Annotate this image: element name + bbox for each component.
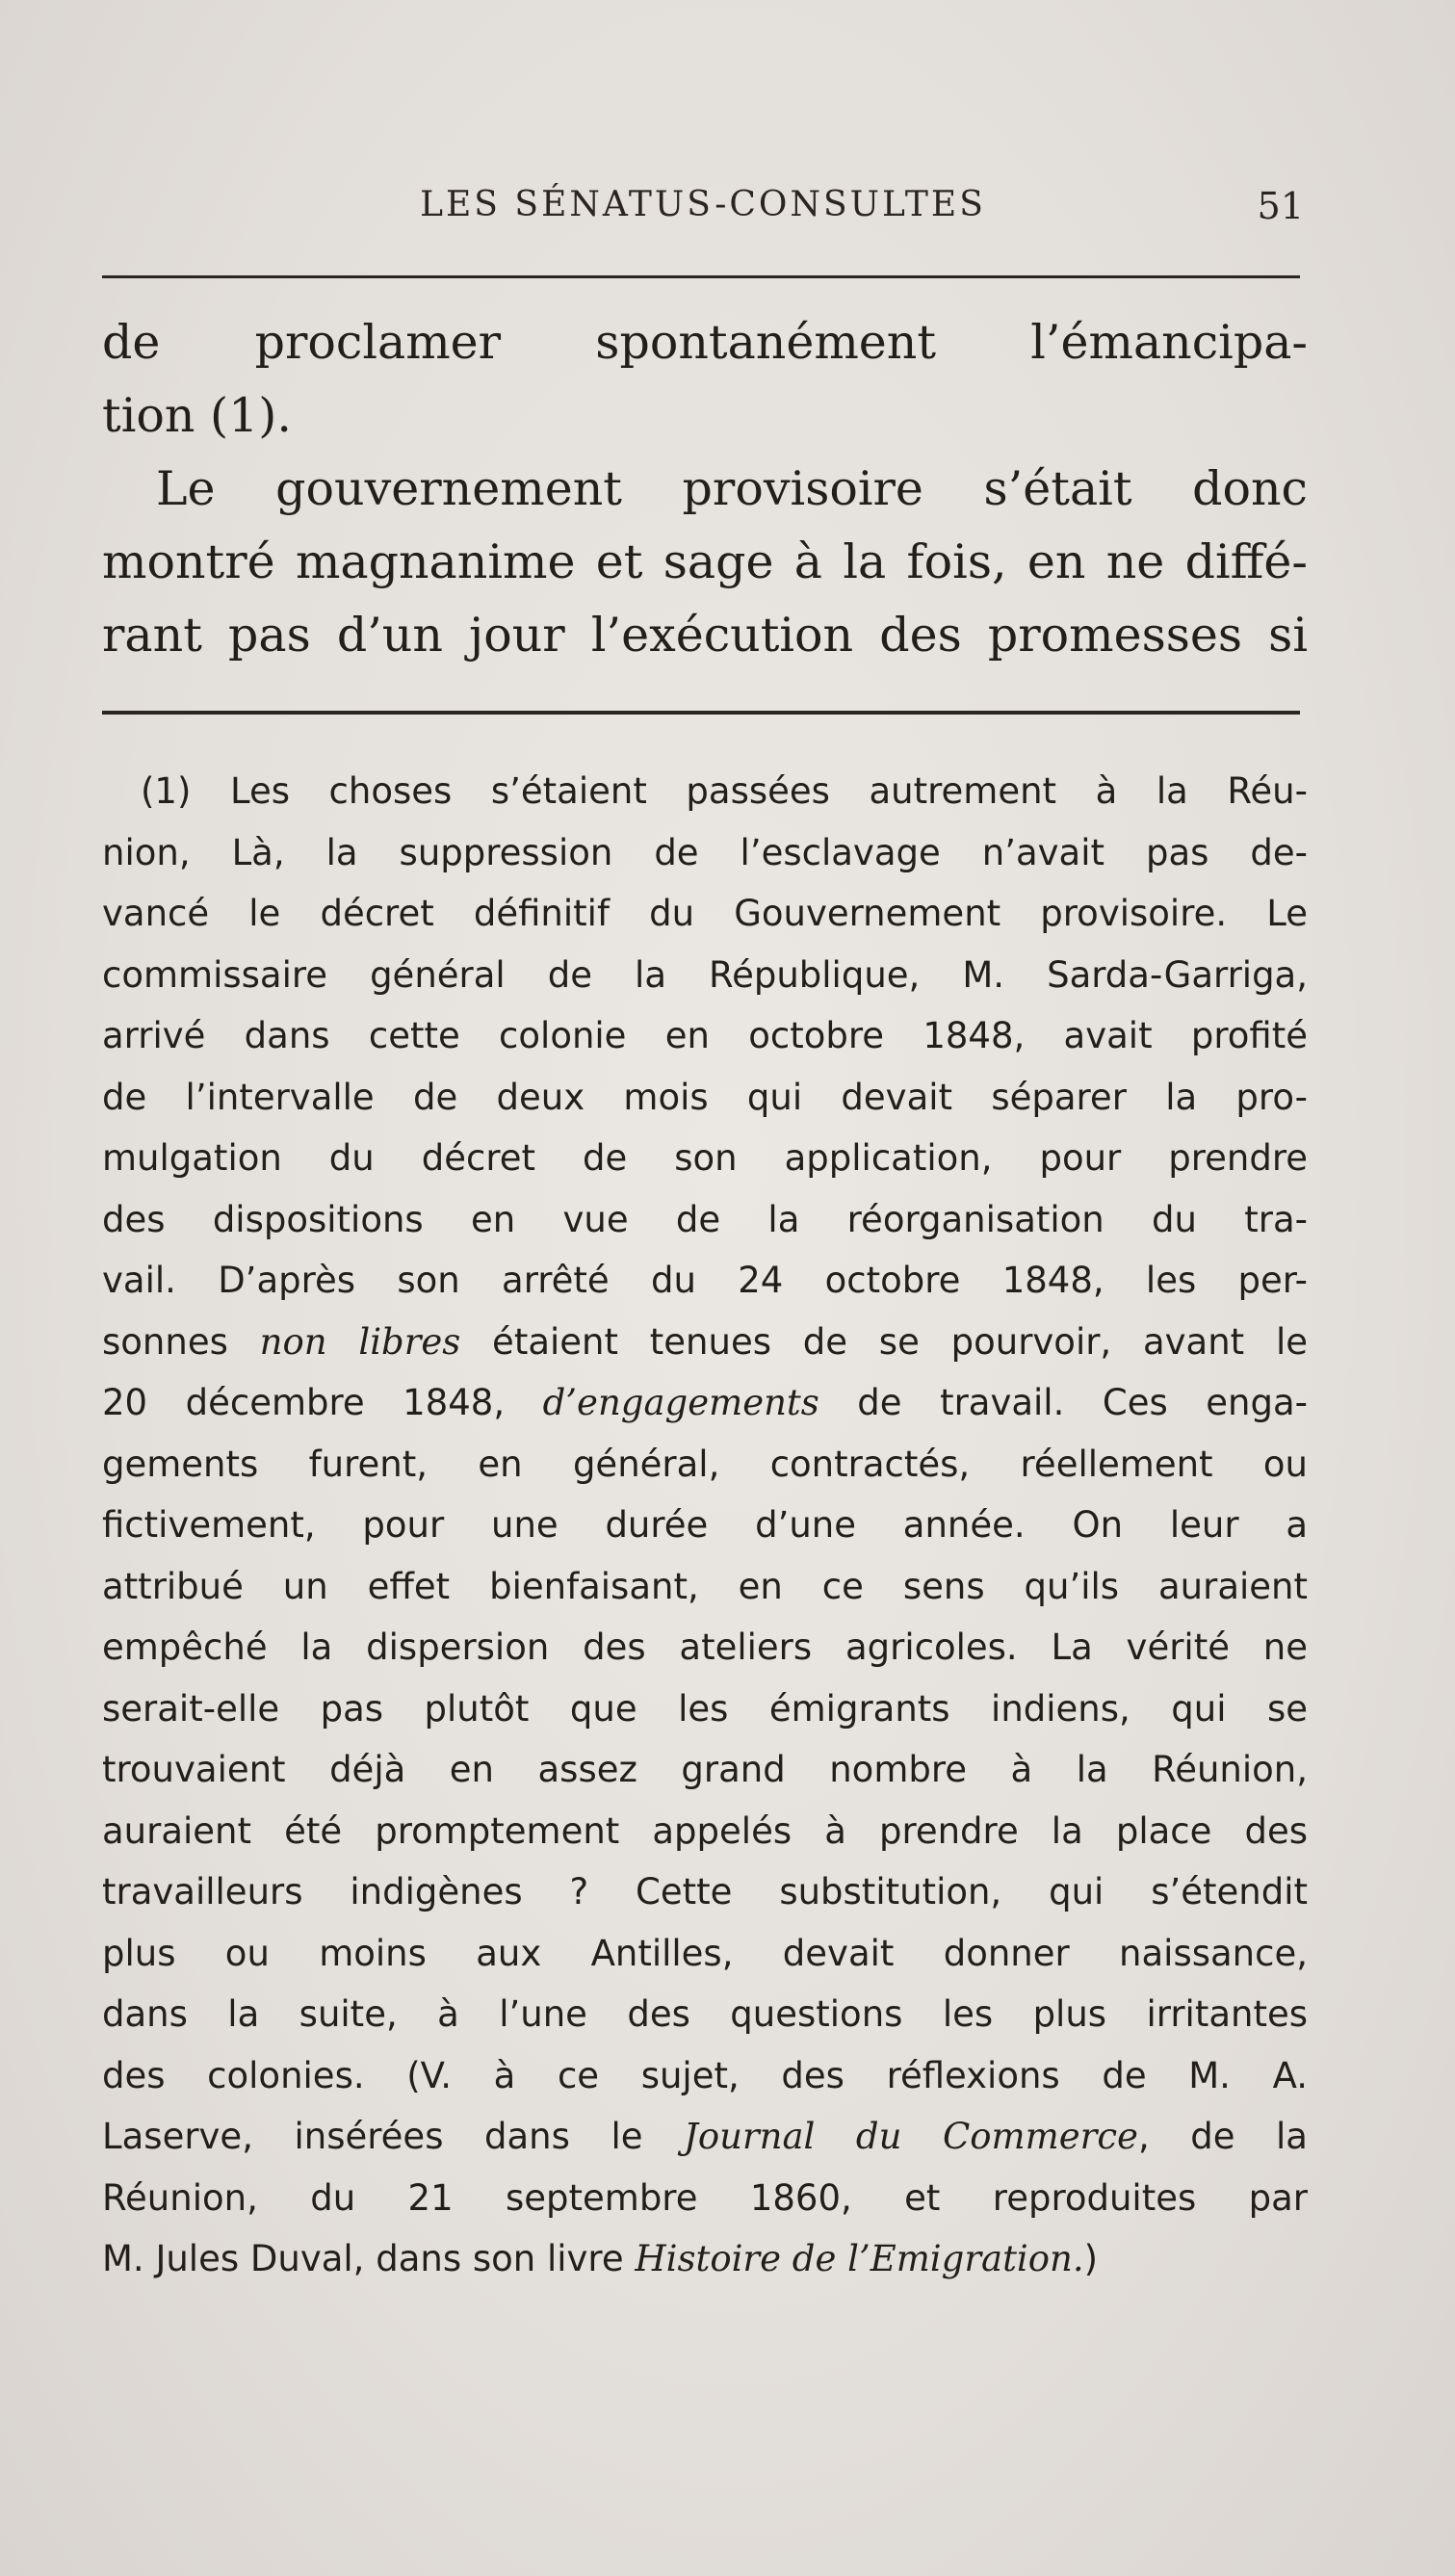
footnote-line: fictivement, pour une durée d’une année. On leur a: [102, 1504, 1308, 1546]
footnote-line: empêché la dispersion des ateliers agricoles. La vérité ne: [102, 1626, 1308, 1668]
footnote-line: (1) Les choses s’étaient passées autrement à la Réu-: [141, 770, 1308, 812]
footnote-line: Réunion, du 21 septembre 1860, et reproduites par: [102, 2176, 1308, 2219]
footnote-line: dans la suite, à l’une des questions les plus irritantes: [102, 1993, 1308, 2035]
footnote-line: de l’intervalle de deux mois qui devait séparer la pro-: [102, 1076, 1308, 1118]
footnote-line: gements furent, en général, contractés, réellement ou: [102, 1443, 1308, 1485]
body-line: montré magnanime et sage à la fois, en ne diffé-: [102, 534, 1308, 589]
footnote: [102, 761, 1308, 2290]
footnote-line: trouvaient déjà en assez grand nombre à la Réunion,: [102, 1749, 1308, 1790]
footnote-line: attribué un effet bienfaisant, en ce sens qu’ils auraient: [102, 1565, 1308, 1607]
book-title: Histoire de l’Emigration.: [635, 2238, 1084, 2279]
body-text: [102, 306, 1308, 672]
footnote-line: arrivé dans cette colonie en octobre 1848, avait profité: [102, 1015, 1308, 1056]
header-rule: [102, 275, 1300, 278]
footnote-line: Laserve, insérées dans le Journal du Commerce, de la: [102, 2116, 1308, 2157]
footnote-line: mulgation du décret de son application, pour prendre: [102, 1137, 1308, 1179]
italic-phrase: non libres: [259, 1320, 461, 1363]
footnote-line: nion, Là, la suppression de l’esclavage n’avait pas de-: [102, 831, 1308, 873]
footnote-line: serait-elle pas plutôt que les émigrants indiens, qui se: [102, 1687, 1308, 1730]
body-line: de proclamer spontanément l’émancipa-: [102, 315, 1308, 370]
footnote-line: 20 décembre 1848, d’engagements de travail. Ces enga-: [102, 1382, 1308, 1423]
italic-phrase: d’engagements: [542, 1382, 819, 1423]
body-line: rant pas d’un jour l’exécution des promesses si: [102, 608, 1308, 663]
page-number: 51: [1257, 185, 1304, 227]
footnote-line: sonnes non libres étaient tenues de se pourvoir, avant le: [102, 1320, 1308, 1363]
footnote-line: vail. D’après son arrêté du 24 octobre 1848, les per-: [102, 1260, 1308, 1301]
footnote-line: auraient été promptement appelés à prendre la place des: [102, 1809, 1308, 1852]
footnote-line: travailleurs indigènes ? Cette substitution, qui s’étendit: [102, 1871, 1308, 1912]
running-title: LES SÉNATUS-CONSULTES: [420, 185, 986, 224]
running-head: [102, 185, 1304, 233]
footnote-line: vancé le décret définitif du Gouvernement provisoire. Le: [102, 893, 1308, 934]
journal-title: Journal du Commerce: [684, 2116, 1138, 2157]
footnote-line: commissaire général de la République, M. Sarda-Garriga,: [102, 953, 1308, 996]
footnote-separator: [102, 711, 1300, 715]
footnote-line: des colonies. (V. à ce sujet, des réflexions de M. A.: [102, 2054, 1308, 2096]
body-line: tion (1).: [102, 388, 292, 443]
body-line: Le gouvernement provisoire s’était donc: [156, 461, 1308, 516]
footnote-line: M. Jules Duval, dans son livre Histoire de l’Emigration.): [102, 2238, 1099, 2279]
footnote-line: plus ou moins aux Antilles, devait donner naissance,: [102, 1932, 1308, 1974]
footnote-line: des dispositions en vue de la réorganisation du tra-: [102, 1198, 1308, 1240]
